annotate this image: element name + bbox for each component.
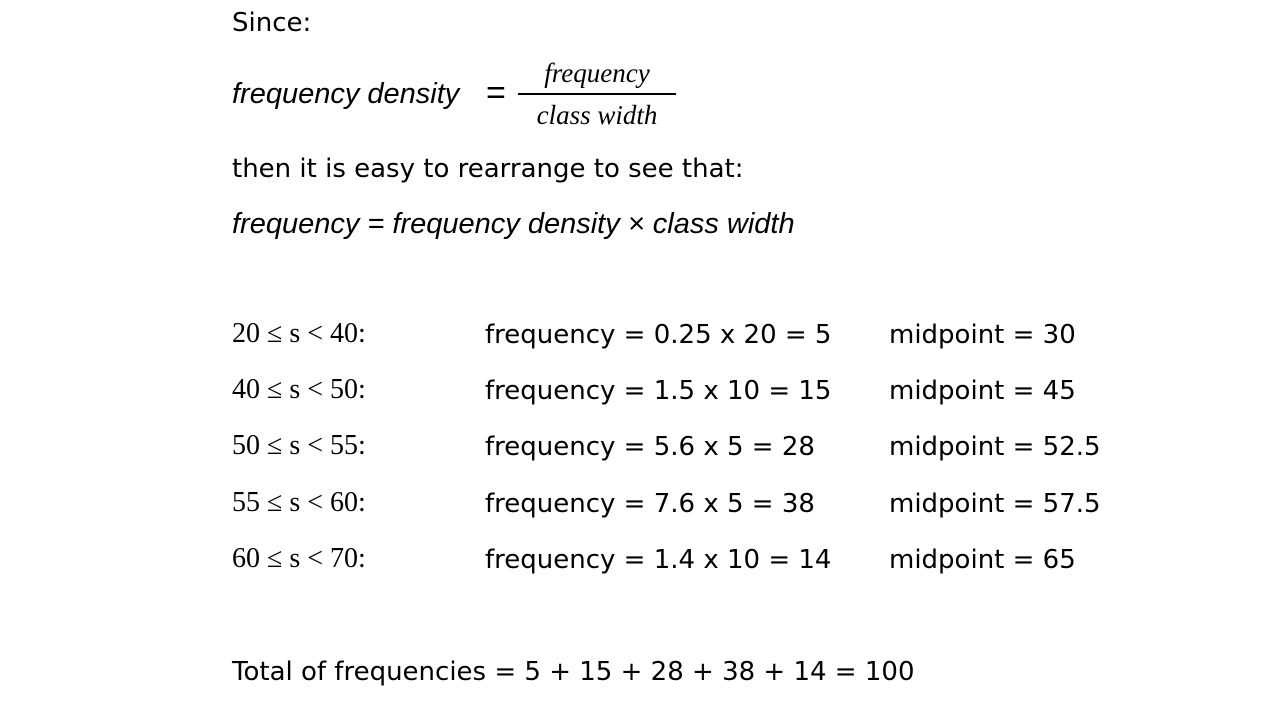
midpoint-1: midpoint = 30	[889, 320, 1076, 350]
formula-denominator: class width	[536, 100, 658, 130]
frequency-calc-5: frequency = 1.4 x 10 = 14	[485, 545, 832, 575]
frequency-calc-2: frequency = 1.5 x 10 = 15	[485, 376, 832, 406]
midpoint-3: midpoint = 52.5	[889, 432, 1101, 462]
frequency-calc-3: frequency = 5.6 x 5 = 28	[485, 432, 815, 462]
formula-numerator: frequency	[544, 58, 650, 88]
formula-lhs: frequency density	[232, 78, 460, 110]
frequency-calc-1: frequency = 0.25 x 20 = 5	[485, 320, 832, 350]
then-text: then it is easy to rearrange to see that:	[232, 154, 744, 184]
since-text: Since:	[232, 8, 312, 38]
class-interval-5: 60 ≤ s < 70:	[232, 543, 366, 574]
class-interval-2: 40 ≤ s < 50:	[232, 374, 366, 405]
class-interval-4: 55 ≤ s < 60:	[232, 487, 366, 518]
midpoint-5: midpoint = 65	[889, 545, 1076, 575]
class-interval-3: 50 ≤ s < 55:	[232, 430, 366, 461]
formula-equals: =	[486, 74, 506, 112]
midpoint-4: midpoint = 57.5	[889, 489, 1101, 519]
total-frequencies: Total of frequencies = 5 + 15 + 28 + 38 + 14 = 100	[232, 657, 915, 687]
rearranged-formula: frequency = frequency density × class width	[232, 208, 795, 240]
class-interval-1: 20 ≤ s < 40:	[232, 318, 366, 349]
fraction-bar	[518, 93, 676, 95]
formula-fraction	[518, 56, 676, 130]
frequency-calc-4: frequency = 7.6 x 5 = 38	[485, 489, 815, 519]
midpoint-2: midpoint = 45	[889, 376, 1076, 406]
